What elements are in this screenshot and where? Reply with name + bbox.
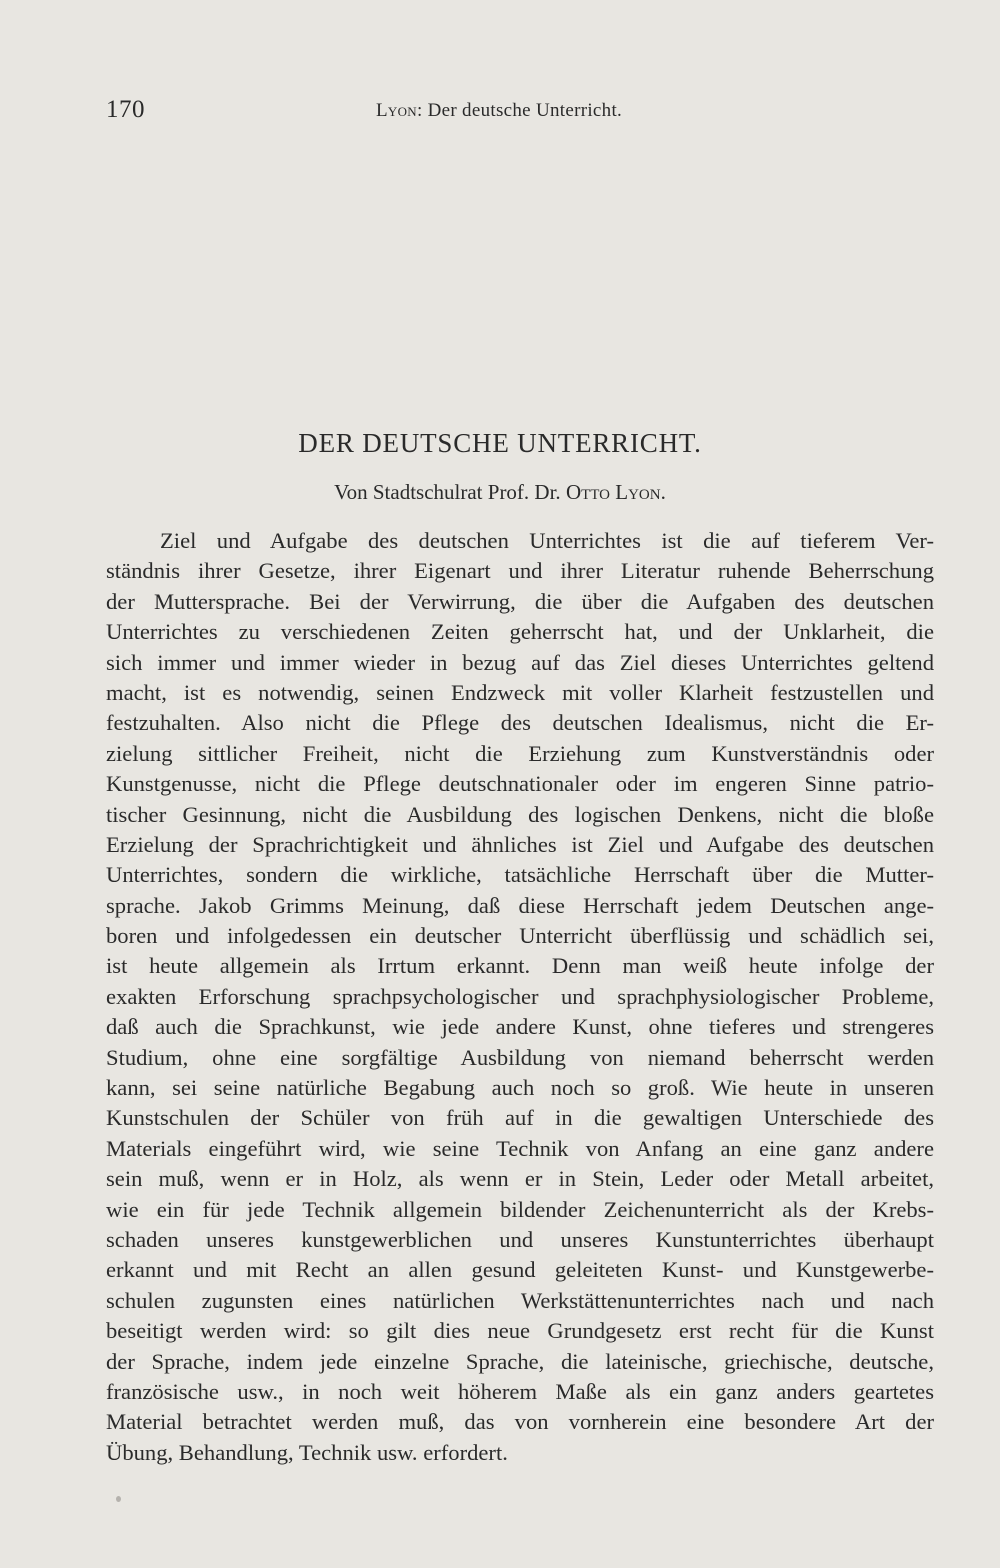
byline-author-name: Otto Lyon.: [565, 480, 666, 504]
body-line: Materials eingeführt wird, wie seine Technik von Anfang an eine ganz andere: [106, 1135, 934, 1161]
body-line: Material betrachtet werden muß, das von vornherein eine besondere Art der: [106, 1409, 934, 1435]
body-line: zielung sittlicher Freiheit, nicht die Erziehung zum Kunstverständnis oder: [106, 740, 934, 766]
body-line: der Sprache, indem jede einzelne Sprache, die lateinische, griechische, deutsche,: [106, 1348, 934, 1374]
body-line: boren und infolgedessen ein deutscher Unterricht überflüssig und schädlich sei,: [106, 923, 934, 949]
body-line: französische usw., in noch weit höherem Maße als ein ganz anders geartetes: [106, 1378, 934, 1404]
body-line: schaden unseres kunstgewerblichen und unseres Kunstunterrichtes überhaupt: [106, 1226, 934, 1252]
running-head-author: Lyon: [376, 100, 417, 121]
running-head-title: [376, 100, 622, 122]
byline: [0, 480, 1000, 505]
body-line: Unterrichtes zu verschiedenen Zeiten geherrscht hat, und der Unklarheit, die: [106, 619, 934, 645]
body-paragraph: [106, 526, 934, 1468]
body-line: tischer Gesinnung, nicht die Ausbildung des logischen Denkens, nicht die bloße: [106, 801, 934, 827]
body-line: sprache. Jakob Grimms Meinung, daß diese Herrschaft jedem Deutschen ange-: [106, 892, 934, 918]
body-line: kann, sei seine natürliche Begabung auch noch so groß. Wie heute in unseren: [106, 1075, 934, 1101]
body-line: der Muttersprache. Bei der Verwirrung, die über die Aufgaben des deutschen: [106, 588, 934, 614]
page-number: 170: [106, 96, 145, 123]
body-line: beseitigt werden wird: so gilt dies neue Grundgesetz erst recht für die Kunst: [106, 1318, 934, 1344]
body-line: Ziel und Aufgabe des deutschen Unterrichtes ist die auf tieferem Ver-: [160, 528, 934, 553]
body-line: wie ein für jede Technik allgemein bildender Zeichenunterricht als der Krebs-: [106, 1196, 934, 1222]
body-line: ständnis ihrer Gesetze, ihrer Eigenart und ihrer Literatur ruhende Beherrschung: [106, 558, 934, 584]
paper-speck: [116, 1496, 121, 1502]
article-title: DER DEUTSCHE UNTERRICHT.: [298, 428, 702, 458]
body-line: sein muß, wenn er in Holz, als wenn er in Stein, Leder oder Metall arbeitet,: [106, 1166, 934, 1192]
body-line: Kunstgenusse, nicht die Pflege deutschnationaler oder im engeren Sinne patrio-: [106, 771, 934, 797]
byline-prefix: Von Stadtschulrat Prof. Dr.: [334, 480, 566, 504]
body-line: schulen zugunsten eines natürlichen Werkstättenunterrichtes nach und nach: [106, 1287, 934, 1313]
body-line: daß auch die Sprachkunst, wie jede andere Kunst, ohne tieferes und strengeres: [106, 1014, 934, 1040]
body-line: Studium, ohne eine sorgfältige Ausbildung von niemand beherrscht werden: [106, 1044, 934, 1070]
body-line: Erzielung der Sprachrichtigkeit und ähnliches ist Ziel und Aufgabe des deutschen: [106, 831, 934, 857]
body-line: macht, ist es notwendig, seinen Endzweck mit voller Klarheit festzustellen und: [106, 679, 934, 705]
body-line: Unterrichtes, sondern die wirkliche, tatsächliche Herrschaft über die Mutter-: [106, 862, 934, 888]
body-line: erkannt und mit Recht an allen gesund geleiteten Kunst- und Kunstgewerbe-: [106, 1257, 934, 1283]
running-head: [106, 96, 936, 130]
body-line: Übung, Behandlung, Technik usw. erfordert.: [106, 1439, 508, 1465]
running-head-text: : Der deutsche Unterricht.: [416, 100, 623, 121]
body-line: festzuhalten. Also nicht die Pflege des deutschen Idealismus, nicht die Er-: [106, 710, 934, 736]
body-line: exakten Erforschung sprachpsychologischer und sprachphysiologischer Probleme,: [106, 983, 934, 1009]
body-line: sich immer und immer wieder in bezug auf das Ziel dieses Unterrichtes geltend: [106, 649, 934, 675]
body-line: ist heute allgemein als Irrtum erkannt. Denn man weiß heute infolge der: [106, 953, 934, 979]
body-line: Kunstschulen der Schüler von früh auf in die gewaltigen Unterschiede des: [106, 1105, 934, 1131]
